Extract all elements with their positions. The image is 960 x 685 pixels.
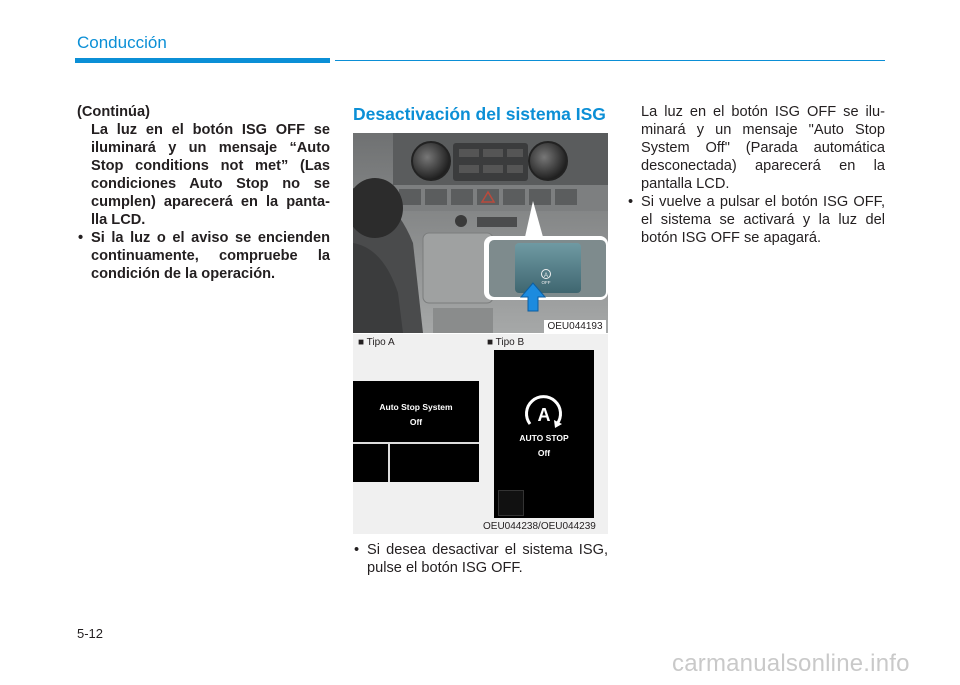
bullet-dot: • — [628, 194, 634, 210]
screen-a-divider-vertical — [388, 444, 390, 482]
screen-b-line2: Off — [537, 448, 551, 458]
column-middle-text — [353, 541, 608, 577]
tipo-a-label: ■ Tipo A — [358, 337, 395, 348]
screen-a-line1: Auto Stop System — [379, 402, 453, 412]
column-right — [627, 103, 885, 247]
button-off-label: OFF — [541, 280, 551, 285]
screen-a-divider — [353, 442, 479, 444]
column-left — [77, 103, 330, 283]
header-rule-thick — [75, 58, 330, 63]
bullet-text: Si la luz o el aviso se encienden continuamente, compruebe la condición de la operación. — [91, 230, 330, 282]
bullet-text: Si desea desactivar el sistema ISG, pulse el botón ISG OFF. — [367, 542, 608, 576]
bullet-dot: • — [78, 230, 84, 246]
screen-b-box — [498, 490, 524, 516]
section-header-title: Conducción — [77, 33, 167, 52]
lcd-screen-type-b — [494, 350, 594, 518]
paragraph-isg-light: La luz en el botón ISG OFF se iluminará y un mensaje “Auto Stop conditions not met” (Las condiciones Auto Stop no se cumplen) aparecerá en la panta-lla LCD. — [91, 122, 330, 228]
continued-label: (Continúa) — [77, 104, 150, 120]
screens-figure-code: OEU044238/OEU044239 — [483, 521, 596, 532]
dashboard-photo — [353, 133, 608, 333]
photo-figure-code: OEU044193 — [544, 320, 606, 333]
dashboard-illustration — [353, 133, 608, 333]
screen-a-line2: Off — [409, 417, 423, 427]
watermark: carmanualsonline.info — [672, 650, 910, 677]
paragraph-auto-stop-off: La luz en el botón ISG OFF se ilu-minará y un mensaje "Auto Stop System Off" (Parada automática desconectada) aparecerá en la pantalla LCD. — [641, 104, 885, 192]
button-symbol: A — [543, 273, 549, 279]
bullet-dot: • — [354, 542, 360, 558]
auto-stop-symbol: A — [537, 405, 551, 425]
bullet-text: Si vuelve a pulsar el botón ISG OFF, el sistema se activará y la luz del botón ISG OFF se apagará. — [641, 194, 885, 246]
screen-b-line1: AUTO STOP — [519, 433, 569, 443]
bullet-item — [353, 541, 608, 577]
bullet-item — [77, 229, 330, 283]
header-rule-thin — [335, 60, 885, 61]
page-number: 5-12 — [77, 626, 104, 641]
lcd-screen-type-a — [353, 381, 479, 482]
tipo-b-label: ■ Tipo B — [487, 337, 525, 348]
section-title: Desactivación del sistema ISG — [353, 104, 606, 124]
bullet-item — [627, 193, 885, 247]
